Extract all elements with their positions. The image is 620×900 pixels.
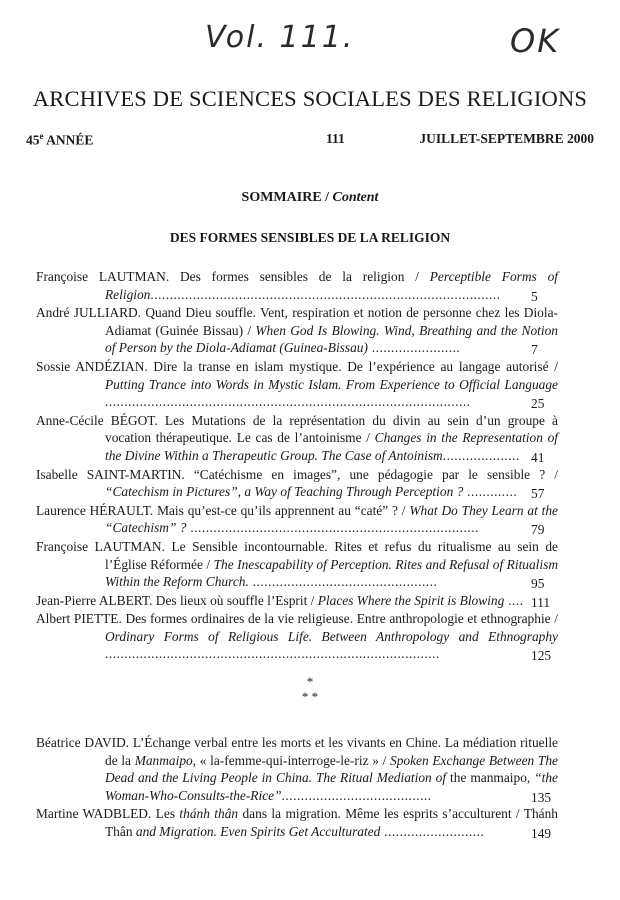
toc-entry[interactable]: Anne-Cécile BÉGOT. Les Mutations de la représentation du divin au sein d’un groupe à vocation thérapeutique. Le cas de l’antoinisme / Changes in the Representation of the Divine Within a Therapeutic Group. The Case of Antoinism.................... 41 — [36, 412, 559, 465]
toc-entry[interactable]: Albert PIETTE. Des formes ordinaires de la vie religieuse. Entre anthropologie et ethnographie / Ordinary Forms of Religious Life. Between Anthropology and Ethnography ....................................................................................... 125 — [36, 611, 558, 664]
issue-number: 111 — [326, 131, 345, 146]
toc-entry[interactable]: André JULLIARD. Quand Dieu souffle. Vent, respiration et notion de personne chez les Diola-Adiamat (Guinée Bissau) / When God Is Blowing. Wind, Breathing and the Notion of Person by the Diola-Adiamat (Guinea-Bissau) ....................... 7 — [36, 305, 558, 358]
toc-entry[interactable]: Béatrice DAVID. L’Échange verbal entre les morts et les vivants en Chine. La médiation rituelle de la Manmaipo, « la-femme-qui-interroge-le-riz » / Spoken Exchange Between The Dead and the Living People in China. The Ritual Mediation of the manmaipo, “the Woman-Who-Consults-the-Rice”....................................... 135 — [36, 735, 558, 805]
toc-entry[interactable]: Isabelle SAINT-MARTIN. “Catéchisme en images”, une pédagogie par le sensible ? / “Catechism in Pictures”, a Way of Teaching Through Perception ? ............. 57 — [36, 466, 558, 502]
section-separator: * * * — [301, 674, 319, 704]
handwritten-volume-note: Vol. 111. — [205, 20, 355, 55]
additional-articles — [36, 734, 602, 842]
handwritten-ok-note: OK — [510, 22, 561, 60]
section-title: DES FORMES SENSIBLES DE LA RELIGION — [169, 230, 451, 245]
toc-entry[interactable]: Martine WADBLED. Les thánh thân dans la migration. Même les esprits s’acculturent / Thánh Thân and Migration. Even Spirits Get Acculturated .......................... 149 — [36, 806, 559, 841]
toc-entry[interactable]: Jean-Pierre ALBERT. Des lieux où souffle l’Esprit / Places Where the Spirit is Blowing .... 111 — [36, 592, 551, 610]
sommaire-heading: SOMMAIRE / Content — [241, 190, 379, 205]
toc-entry[interactable]: Sossie ANDÉZIAN. Dire la transe en islam mystique. De l’expérience au langage autorisé / Putting Trance into Words in Mystic Islam. From Experience to Official Language ............................................................................................... 25 — [36, 358, 558, 412]
table-of-contents — [36, 268, 602, 664]
journal-title: ARCHIVES DE SCIENCES SOCIALES DES RELIGIONS — [32, 86, 588, 111]
toc-entry[interactable]: Françoise LAUTMAN. Des formes sensibles de la religion / Perceptible Forms of Religion........................................................................................... 5 — [36, 269, 558, 304]
toc-entry[interactable]: Françoise LAUTMAN. Le Sensible incontournable. Rites et refus du ritualisme au sein de l’Église Réformée / The Inescapability of Perception. Rites and Refusal of Ritualism Within the Reform Church. ................................................ 95 — [36, 538, 558, 592]
year-label: 45e ANNÉE — [26, 131, 94, 148]
issue-date: JUILLET-SEPTEMBRE 2000 — [419, 131, 594, 146]
toc-entry[interactable]: Laurence HÉRAULT. Mais qu’est-ce qu’ils apprennent au “caté” ? / What Do They Learn at the “Catechism” ? ........................................................................... 79 — [36, 502, 558, 538]
